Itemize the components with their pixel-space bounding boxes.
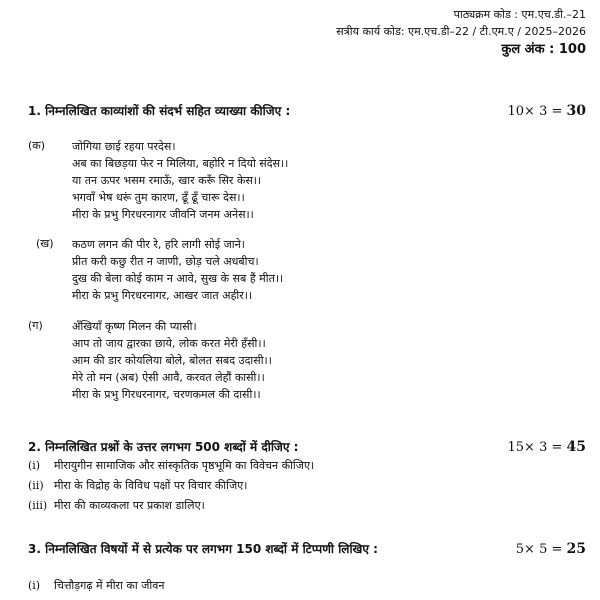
- question-2-heading: [28, 438, 586, 455]
- verse-line: मीरा के प्रभु गिरधरनागर जीवनि जनम अनेस।।: [72, 208, 254, 221]
- question-1-heading: [28, 102, 586, 119]
- verse-line: आम की डार कोयलिया बोले, बोलत सबद उदासी।।: [72, 354, 272, 367]
- question-1-score: 10× 3 = 30: [507, 103, 586, 119]
- question-3-list: [28, 576, 164, 596]
- total-marks: कुल अंक : 100: [501, 42, 586, 57]
- question-3-heading: [28, 540, 586, 557]
- verse-line: या तन ऊपर भसम रमाऊँ, खार करूँ सिर केस।।: [72, 174, 262, 187]
- verse-line: आप तो जाय द्वारका छाये, लोक करत मेरी हँसी।।: [72, 337, 266, 350]
- verse-line: भगवाँ भेष धरूं तुम कारण, ढूँ ढूँ चारू देस।।: [72, 191, 245, 204]
- verse-line: मेरे तो मन (अब) ऐसी आवै, करवत लेहौं कासी।।: [72, 371, 265, 384]
- course-code: पाठ्यक्रम कोड : एम.एच.डी.–21: [453, 8, 586, 21]
- stanza-verse: [72, 318, 272, 403]
- stanza-label: (ख): [36, 237, 54, 250]
- question-2-list: [28, 456, 314, 516]
- stanza-label: (क): [28, 139, 46, 152]
- list-item: (i) चित्तौड़गढ़ में मीरा का जीवन: [28, 579, 165, 592]
- verse-line: दुख की बेला कोई काम न आवे, सुख के सब हैं मीत।।: [72, 272, 284, 285]
- stanza-label: (ग): [28, 319, 43, 332]
- stanza-verse: [72, 236, 283, 304]
- question-2-score: 15× 3 = 45: [507, 439, 586, 455]
- verse-line: अँखियाँ कृष्ण मिलन की प्यासी।: [72, 320, 197, 333]
- question-3-title: 3. निम्नलिखित विषयों में से प्रत्येक पर लगभग 150 शब्दों में टिप्पणी लिखिए :: [28, 542, 378, 556]
- list-item: (i) मीरायुगीन सामाजिक और सांस्कृतिक पृष्ठभूमि का विवेचन कीजिए।: [28, 459, 315, 472]
- list-item: (iii) मीरा की काव्यकला पर प्रकाश डालिए।: [28, 499, 205, 512]
- verse-line: अब का बिछड़या फेर न मिलिया, बहोरि न दियो संदेस।।: [72, 157, 289, 170]
- document-header: [336, 6, 586, 59]
- question-1-title: 1. निम्नलिखित काव्यांशों की संदर्भ सहित व्याख्या कीजिए :: [28, 104, 291, 118]
- question-2-title: 2. निम्नलिखित प्रश्नों के उत्तर लगभग 500 शब्दों में दीजिए :: [28, 440, 299, 454]
- list-item: (ii) मीरा के विद्रोह के विविध पक्षों पर विचार कीजिए।: [28, 479, 248, 492]
- verse-line: जोगिया छाई रहया परदेस।: [72, 140, 176, 153]
- verse-line: मीरा के प्रभु गिरधरनागर, चरणकमल की दासी।।: [72, 388, 261, 401]
- question-3-score: 5× 5 = 25: [515, 541, 586, 557]
- stanza-verse: [72, 138, 288, 223]
- verse-line: कठण लगन की पीर रे, हरि लागी सोई जाने।: [72, 238, 245, 251]
- verse-line: प्रीत करी कछु रीत न जाणी, छोड़ चले अधबीच।: [72, 255, 259, 268]
- verse-line: मीरा के प्रभु गिरधरनागर, आखर जात अहीर।।: [72, 289, 253, 302]
- assignment-code: सत्रीय कार्य कोड: एम.एच.डी–22 / टी.एम.ए / 2025–2026: [336, 25, 586, 38]
